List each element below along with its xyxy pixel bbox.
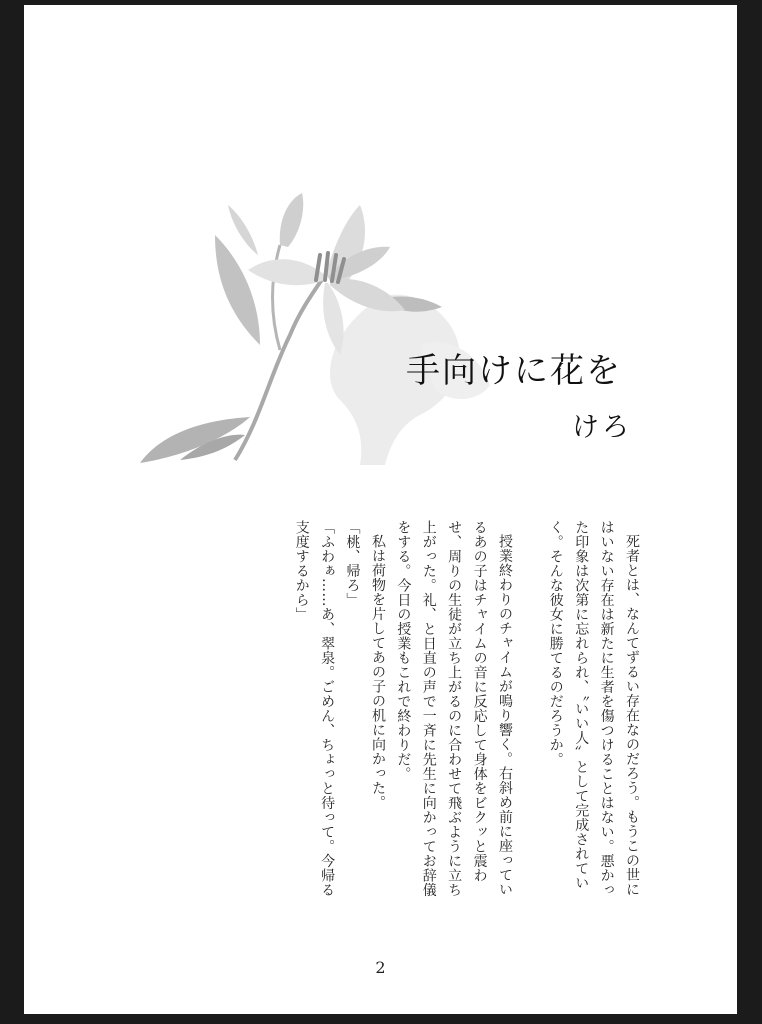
lily-flower-illustration [120, 185, 510, 465]
paragraph: 私は荷物を片してあの子の机に向かった。 [369, 534, 386, 810]
story-body [164, 520, 644, 900]
lily-petal [323, 283, 343, 355]
page-number: 2 [375, 958, 386, 977]
paragraph: 授業終わりのチャイムが鳴り響く。右斜め前に座っているあの子はチャイムの音に反応して身体をビクッと震わせ、周りの生徒が立ち上がるのに合わせて飛ぶように立ち上がった。礼、と日直の声で一斉に先生に向かってお辞儀をする。今日の授業もこれで終わりだ。 [395, 520, 513, 897]
lily-petal [248, 259, 325, 285]
lily-leaf [215, 235, 260, 345]
dialogue-line: 「桃、帰ろ」 [344, 520, 361, 607]
lily-bud [280, 193, 303, 247]
lily-bud [228, 205, 258, 255]
paragraph-break [517, 520, 542, 900]
story-title: 手向けに花を [406, 351, 622, 391]
author-name: けろ [572, 412, 632, 443]
book-page [24, 5, 737, 1014]
dialogue-line: 「ふわぁ……あ、翠泉。ごめん、ちょっと待って。今帰る支度するから」 [293, 520, 336, 897]
paragraph: 死者とは、なんてずるい存在なのだろう。もうこの世にはいない存在は新たに生者を傷つけることはない。悪かった印象は次第に忘れられ、〝いい人〟として完成されていく。そんな彼女に勝てるのだろうか。 [547, 520, 640, 897]
